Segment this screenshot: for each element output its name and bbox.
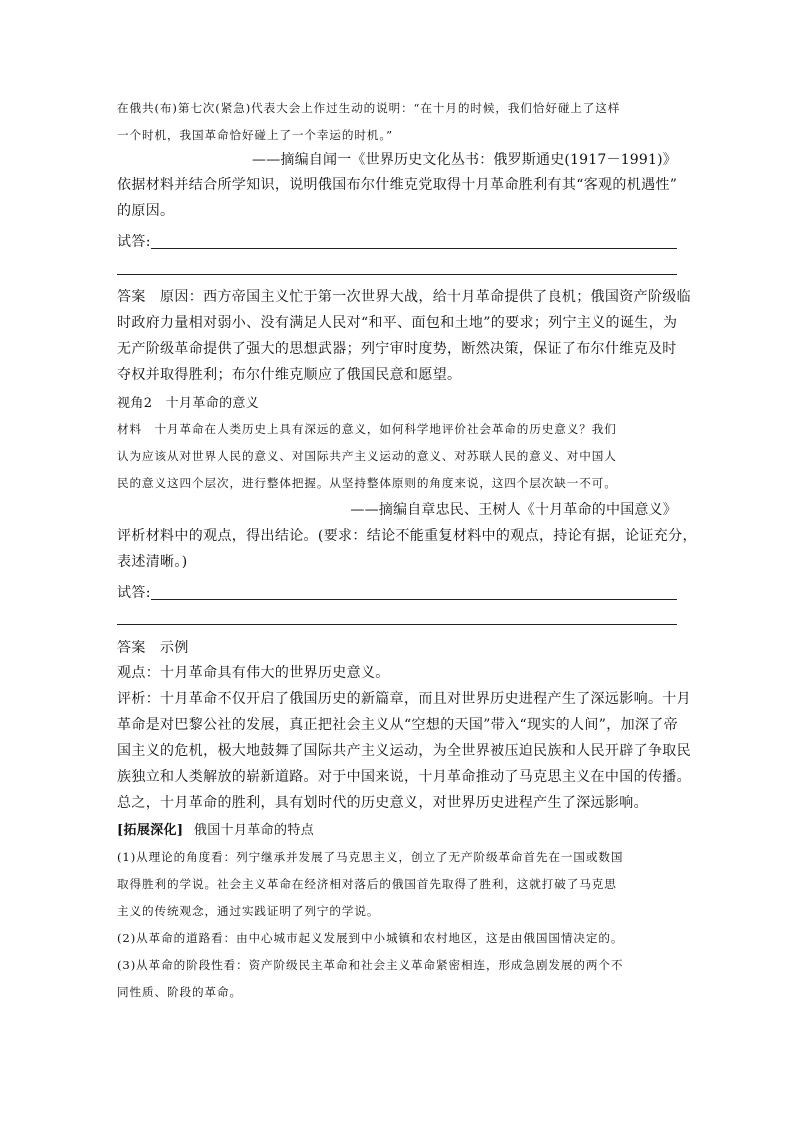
answer-text: 总之，十月革命的胜利，具有划时代的历史意义，对世界历史进程产生了深远影响。	[117, 795, 648, 811]
question-text: 依据材料并结合所学知识，说明俄国布尔什维克党取得十月革命胜利有其“客观的机遇性”	[117, 177, 678, 193]
material-source: ——摘编自闻一《世界历史文化丛书：俄罗斯通史(1917－1991)》	[252, 152, 677, 168]
extension-heading-text: 俄国十月革命的特点	[193, 823, 315, 838]
answer-text: 答案 原因：西方帝国主义忙于第一次世界大战，给十月革命提供了良机；俄国资产阶级临	[117, 289, 691, 305]
extension-text: (2)从革命的道路看：由中心城市起义发展到中小城镇和农村地区，这是由俄国国情决定的。	[117, 931, 624, 945]
section-heading: 视角2 十月革命的意义	[117, 396, 260, 411]
try-answer-label: 试答:	[117, 234, 151, 250]
extension-text: (3)从革命的阶段性看：资产阶级民主革命和社会主义革命紧密相连，形成急剧发展的两个不	[117, 958, 624, 972]
answer-text: 国主义的危机，极大地鼓舞了国际共产主义运动，为全世界被压迫民族和人民开辟了争取民	[117, 743, 691, 759]
answer-blank-line[interactable]	[151, 248, 677, 249]
material-text: 认为应该从对世界人民的意义、对国际共产主义运动的意义、对苏联人民的意义、对中国人	[117, 449, 617, 463]
material-text: 材料 十月革命在人类历史上具有深远的意义，如何科学地评价社会革命的历史意义？我们	[117, 422, 617, 436]
extension-text: 同性质、阶段的革命。	[117, 985, 242, 999]
material-quote-line: 在俄共(布)第七次(紧急)代表大会上作过生动的说明：“在十月的时候，我们恰好碰上了这样	[117, 101, 621, 115]
extension-text: 取得胜利的学说。社会主义革命在经济相对落后的俄国首先取得了胜利，这就打破了马克思	[117, 877, 617, 891]
answer-text: 时政府力量相对弱小、没有满足人民对“和平、面包和土地”的要求；列宁主义的诞生，为	[117, 315, 678, 331]
answer-text: 族独立和人类解放的崭新道路。对于中国来说，十月革命推动了马克思主义在中国的传播。	[117, 769, 691, 785]
answer-text: 评析：十月革命不仅开启了俄国历史的新篇章，而且对世界历史进程产生了深远影响。十月	[117, 691, 691, 707]
question-text: 表述清晰。)	[117, 554, 188, 570]
answer-blank-line[interactable]	[117, 274, 677, 275]
extension-heading	[117, 819, 314, 838]
extension-heading-tag: [拓展深化]	[117, 823, 184, 838]
extension-text: 主义的传统观念，通过实践证明了列宁的学说。	[117, 904, 380, 918]
extension-text: (1)从理论的角度看：列宁继承并发展了马克思主义，创立了无产阶级革命首先在一国或数国	[117, 850, 624, 864]
material-text: 民的意义这四个层次，进行整体把握。从坚持整体原则的角度来说，这四个层次缺一不可。	[117, 476, 617, 490]
answer-text: 夺权并取得胜利；布尔什维克顺应了俄国民意和愿望。	[117, 367, 462, 383]
material-quote-line: 一个时机，我国革命恰好碰上了一个幸运的时机。”	[117, 128, 393, 142]
question-text: 的原因。	[117, 203, 175, 219]
answer-view: 观点：十月革命具有伟大的世界历史意义。	[117, 665, 390, 681]
material-source: ——摘编自章忠民、王树人《十月革命的中国意义》	[350, 502, 677, 518]
answer-label: 答案 示例	[117, 640, 189, 656]
question-text: 评析材料中的观点，得出结论。(要求：结论不能重复材料中的观点，持论有据，论证充分，	[117, 528, 697, 544]
answer-text: 无产阶级革命提供了强大的思想武器；列宁审时度势，断然决策，保证了布尔什维克及时	[117, 341, 677, 357]
answer-text: 革命是对巴黎公社的发展，真正把社会主义从“空想的天国”带入“现实的人间”，加深了帝	[117, 717, 678, 733]
answer-blank-line[interactable]	[117, 624, 677, 625]
try-answer-label: 试答:	[117, 585, 151, 601]
answer-blank-line[interactable]	[151, 599, 677, 600]
